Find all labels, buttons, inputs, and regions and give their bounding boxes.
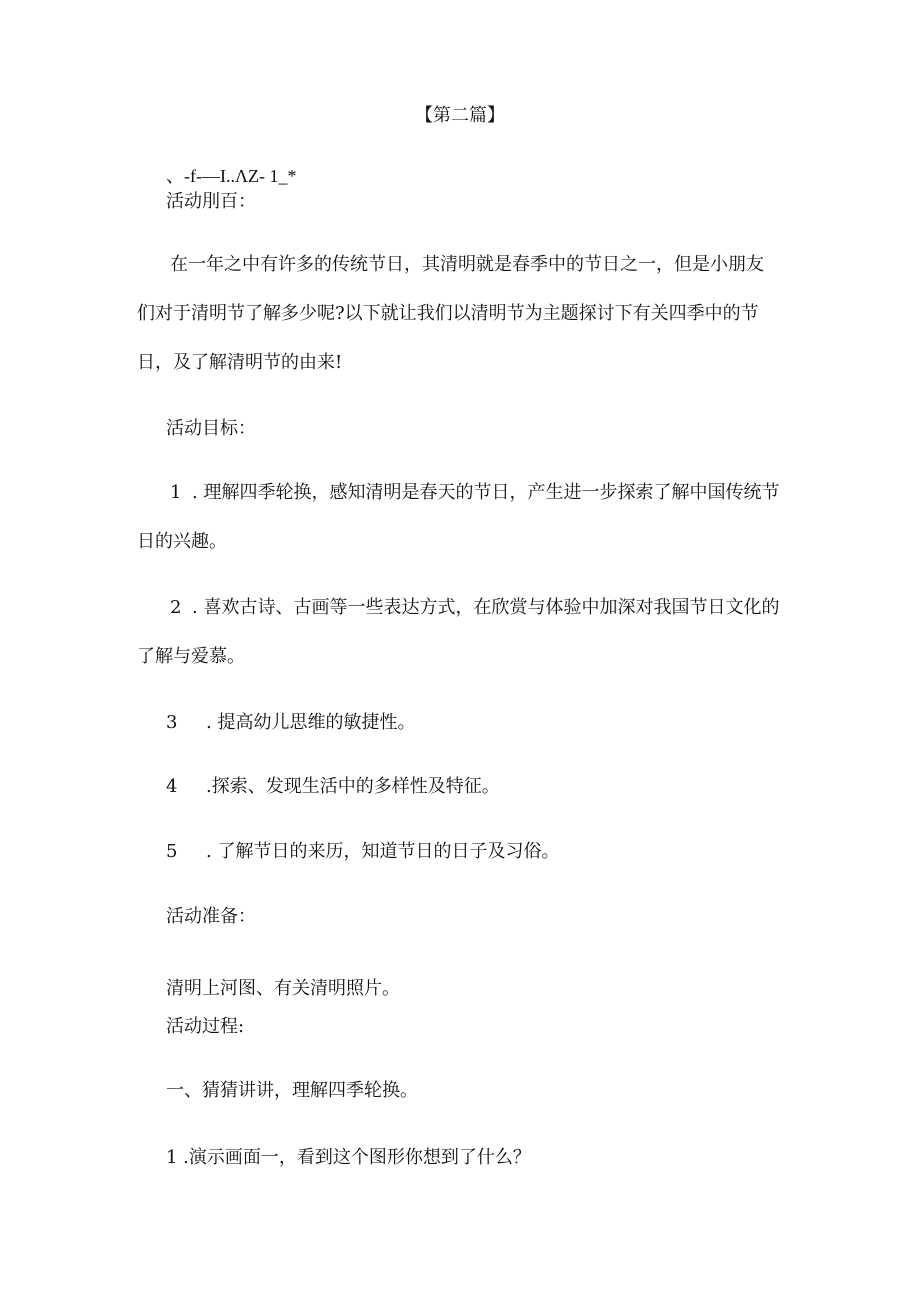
goal-5-number: 5 (166, 841, 178, 862)
goal-2-text: . 喜欢古诗、古画等一些表达方式，在欣赏与体验中加深对我国节日文化的 (192, 597, 780, 618)
goal-5 (166, 840, 559, 864)
goals-label: 活动目标： (166, 418, 256, 439)
goal-3 (166, 711, 415, 735)
goal-3-text: . 提高幼儿思维的敏捷性。 (206, 712, 416, 733)
activity-intro-label: 活动刖百： (166, 191, 256, 212)
goal-1-number: 1 (170, 482, 182, 503)
goal-5-text: . 了解节日的来历，知道节日的日子及习俗。 (206, 841, 560, 862)
goal-2 (170, 596, 779, 620)
intro-line-1: 在一年之中有许多的传统节日，其清明就是春季中的节日之一，但是小朋友 (170, 254, 764, 275)
goal-3-number: 3 (166, 712, 178, 733)
goal-4 (166, 775, 500, 799)
goal-2-continued: 了解与爱慕。 (137, 646, 245, 667)
intro-line-2: 们对于清明节了解多少呢?以下就让我们以清明节为主题探讨下有关四季中的节 (137, 303, 759, 324)
prep-text: 清明上河图、有关清明照片。 (166, 978, 400, 999)
intro-line-3: 日，及了解清明节的由来! (137, 352, 343, 373)
goal-1 (170, 481, 779, 505)
goal-4-number: 4 (166, 776, 178, 797)
goal-1-continued: 日的兴趣。 (137, 531, 227, 552)
garbled-header: 、-f-—I..ΛZ- 1_* (166, 166, 297, 186)
goal-4-text: .探索、发现生活中的多样性及特征。 (206, 776, 500, 797)
prep-label: 活动准备： (166, 906, 256, 927)
process-label: 活动过程: (166, 1016, 245, 1037)
goal-2-number: 2 (170, 597, 182, 618)
step-1-item: 1 .演示画面一，看到这个图形你想到了什么？ (166, 1147, 531, 1168)
goal-1-text: . 理解四季轮换，感知清明是春天的节日，产生进一步探索了解中国传统节 (192, 482, 780, 503)
step-1-heading: 一、猜猜讲讲，理解四季轮换。 (166, 1080, 418, 1101)
page-title: 【第二篇】 (415, 105, 505, 126)
